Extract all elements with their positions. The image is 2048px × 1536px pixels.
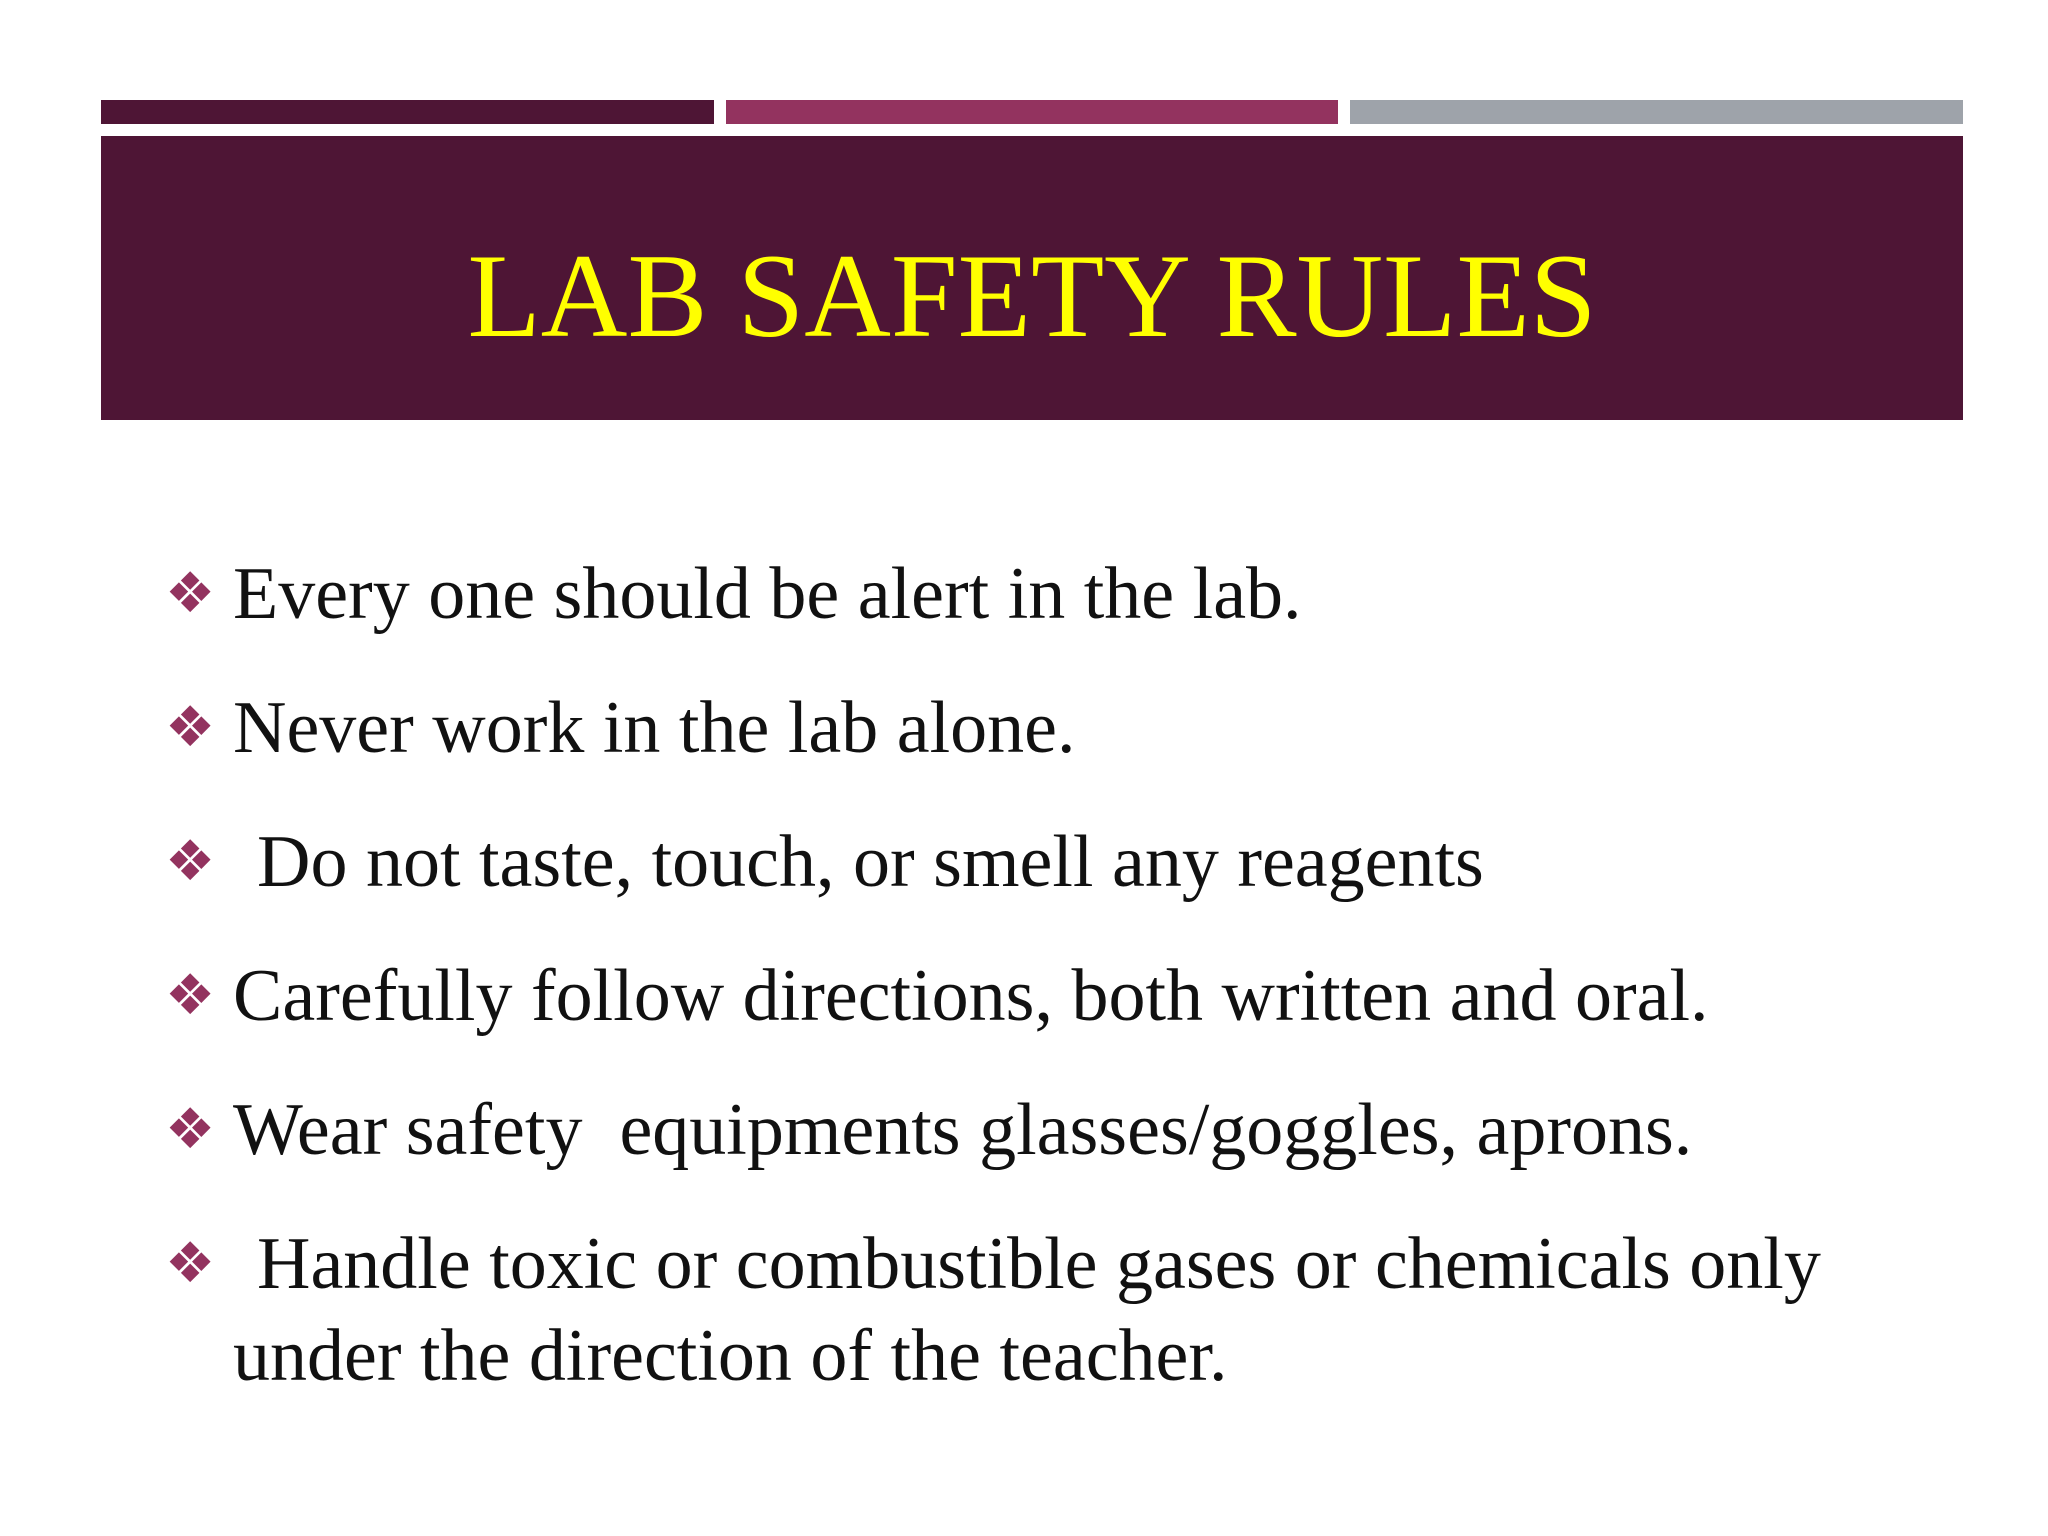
four-diamond-bullet-icon: ❖ xyxy=(165,963,216,1028)
four-diamond-bullet-icon: ❖ xyxy=(165,695,216,760)
accent-stripe-gray xyxy=(1350,100,1963,124)
rules-list xyxy=(165,548,1965,1444)
list-item xyxy=(165,816,1965,908)
bullet-text: Wear safety equipments glasses/goggles, aprons. xyxy=(233,1089,1693,1171)
bullet-text: Carefully follow directions, both written and oral. xyxy=(233,955,1709,1037)
slide-title: LAB SAFETY RULES xyxy=(467,229,1597,362)
four-diamond-bullet-icon: ❖ xyxy=(165,561,216,626)
bullet-text: Every one should be alert in the lab. xyxy=(233,553,1302,635)
bullet-text: Do not taste, touch, or smell any reagents xyxy=(257,821,1484,903)
accent-stripe-dark xyxy=(101,100,714,124)
bullet-text: Never work in the lab alone. xyxy=(233,687,1076,769)
title-banner xyxy=(101,136,1963,420)
four-diamond-bullet-icon: ❖ xyxy=(165,829,216,894)
four-diamond-bullet-icon: ❖ xyxy=(165,1097,216,1162)
list-item xyxy=(165,950,1965,1042)
accent-stripe-magenta xyxy=(726,100,1338,124)
list-item xyxy=(165,1084,1965,1176)
four-diamond-bullet-icon: ❖ xyxy=(165,1231,216,1296)
list-item xyxy=(165,1218,1965,1402)
bullet-text xyxy=(229,1218,1965,1402)
bullet-text-line-2: under the direction of the teacher. xyxy=(233,1315,1228,1397)
list-item xyxy=(165,548,1965,640)
bullet-text-line-1: Handle toxic or combustible gases or chemicals only xyxy=(257,1223,1821,1305)
list-item xyxy=(165,682,1965,774)
